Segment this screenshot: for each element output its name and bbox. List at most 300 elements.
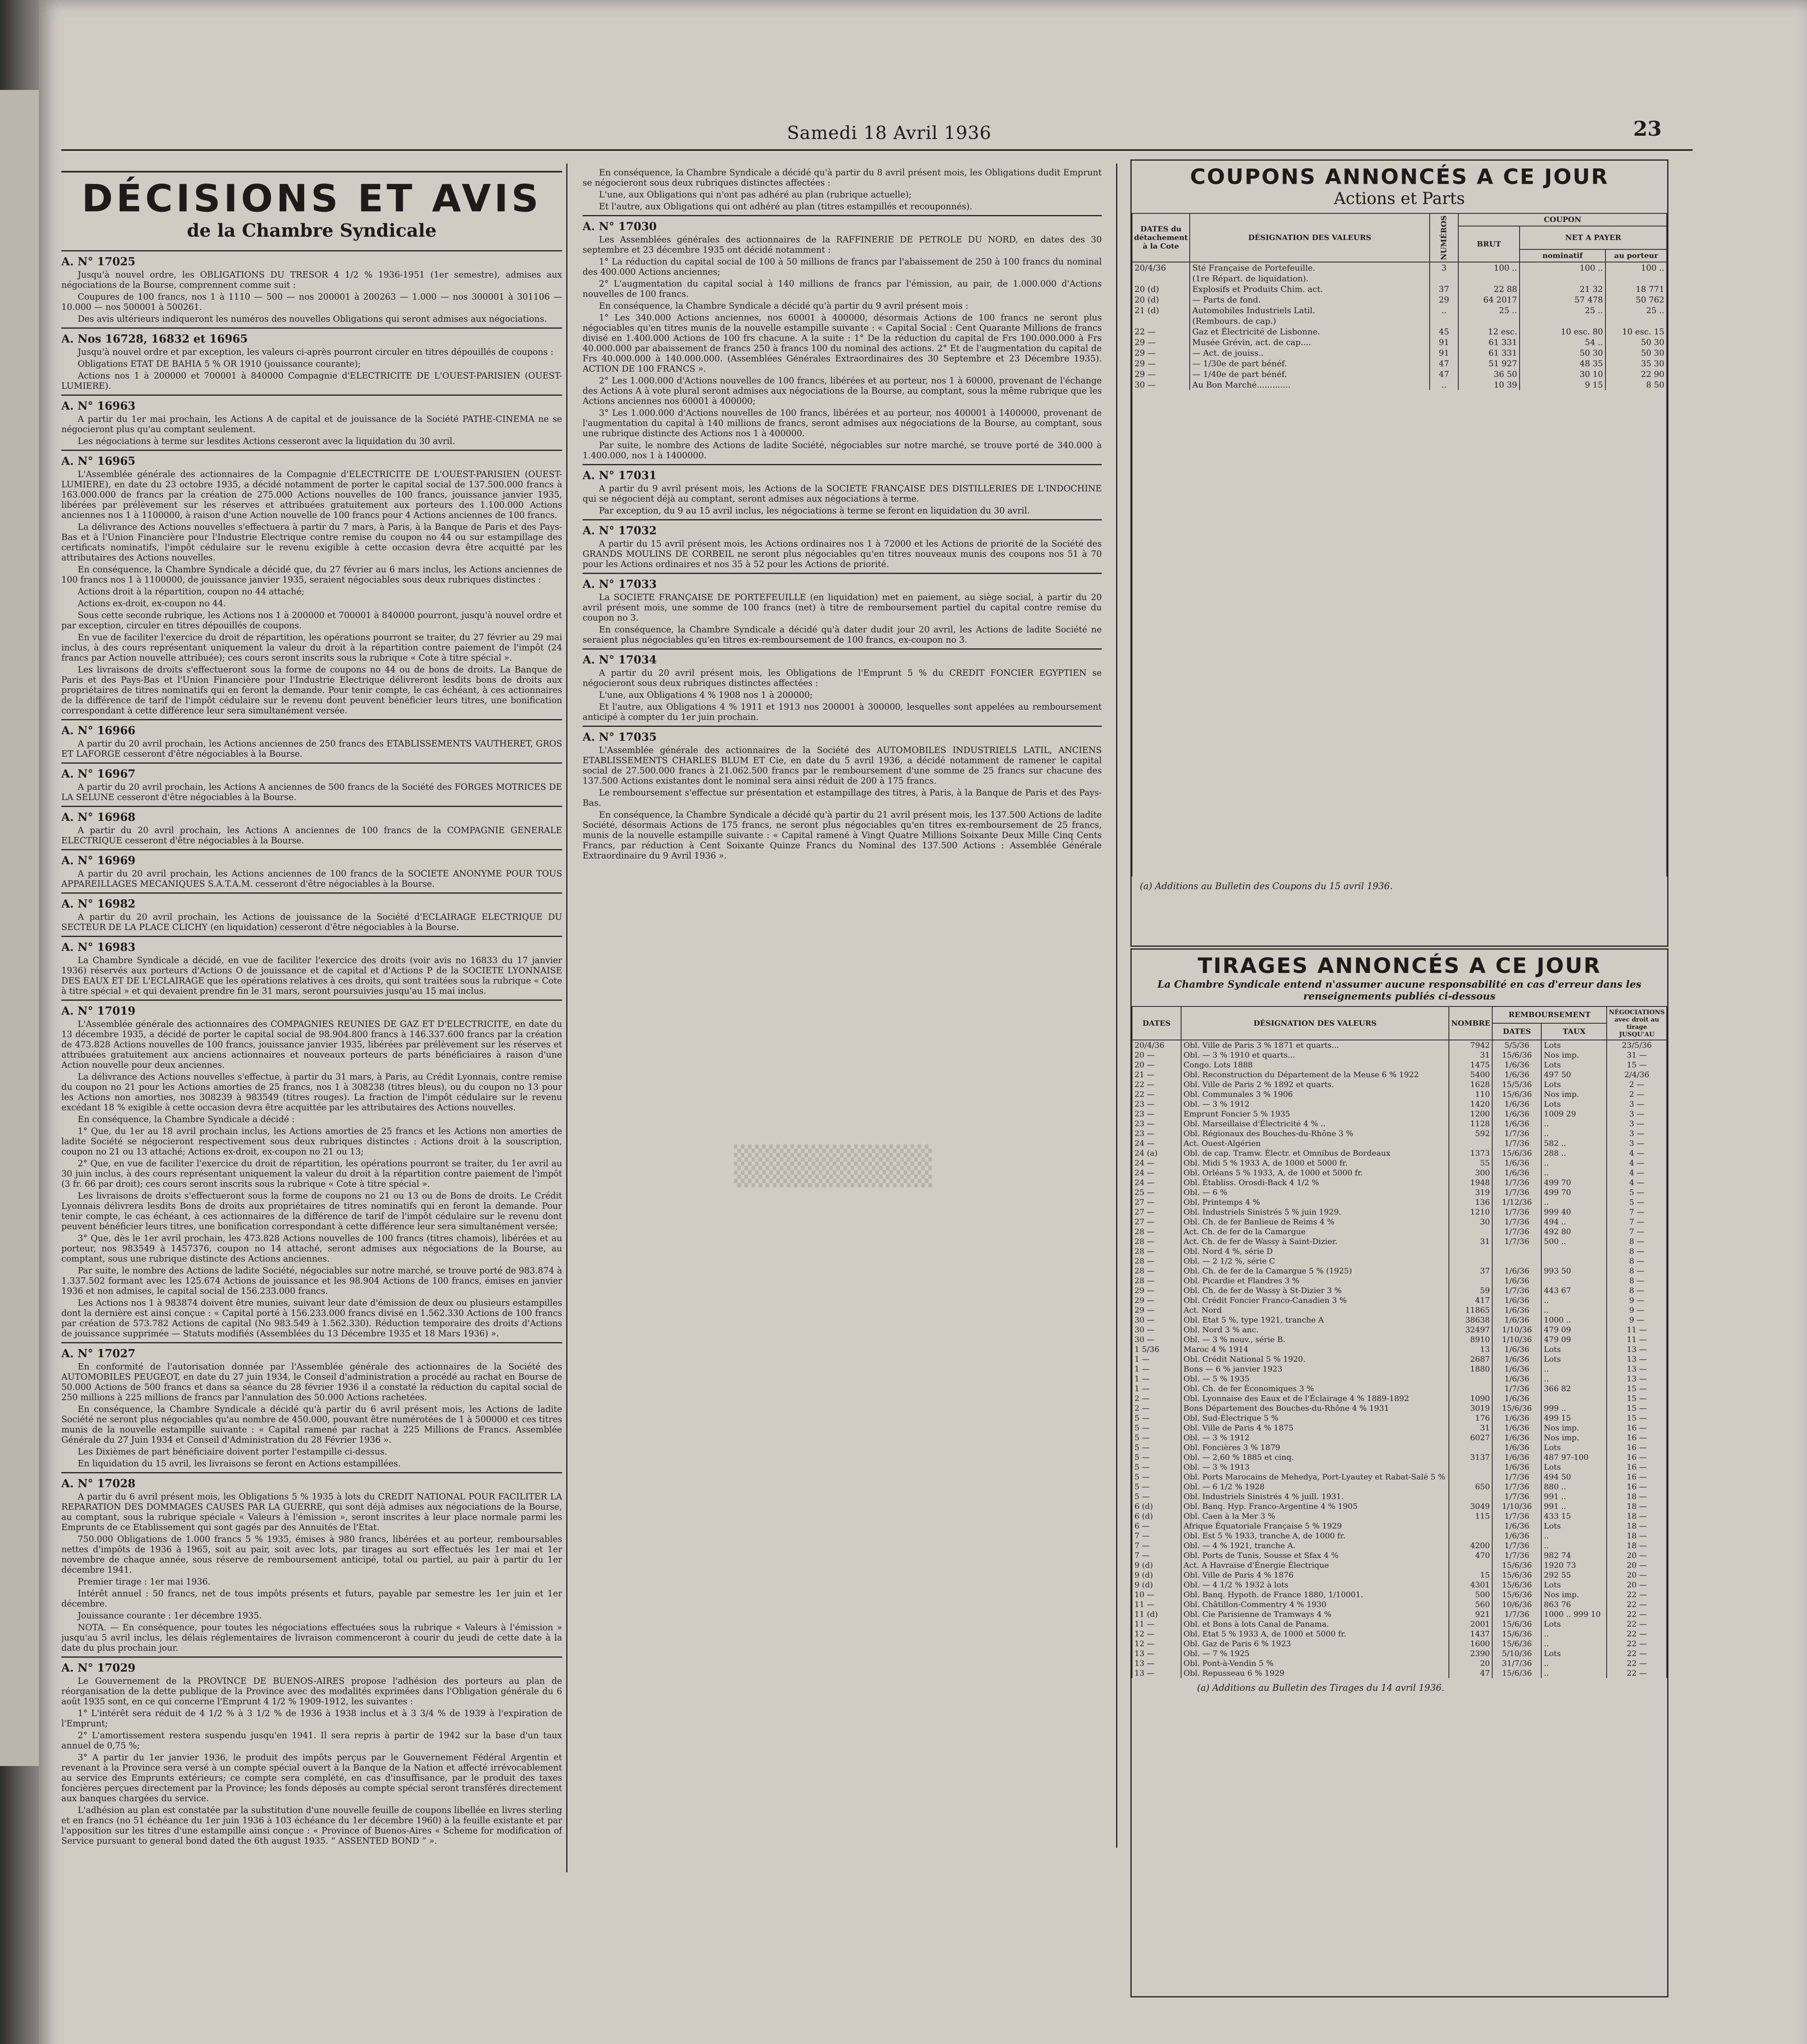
table-row: [1132, 262, 1667, 273]
decision-number: A. N° 17034: [583, 654, 657, 666]
decision-paragraph: En liquidation du 15 avril, les livraisons se feront en Actions estampillées.: [78, 1459, 401, 1468]
table-cell: Obl. — 3 % 1913: [1181, 1462, 1449, 1472]
table-cell: Obl. Pont-à-Vendin 5 %: [1181, 1659, 1449, 1668]
table-cell: 15/6/36: [1492, 1050, 1541, 1060]
table-cell: 4 —: [1607, 1148, 1667, 1158]
table-row: [1132, 1139, 1667, 1148]
table-cell: 863 76: [1541, 1600, 1607, 1609]
table-cell: 13 —: [1607, 1354, 1667, 1364]
table-cell: [1449, 1374, 1492, 1384]
table-row: [1132, 1433, 1667, 1443]
decision-paragraph: En conséquence, la Chambre Syndicale a décidé qu'à partir du 9 avril présent mois :: [599, 301, 969, 311]
table-cell: Obl. Communales 3 % 1906: [1181, 1089, 1449, 1099]
table-cell: ..: [1541, 1119, 1607, 1129]
table-cell: Nos imp.: [1541, 1590, 1607, 1600]
table-cell: 8 —: [1607, 1256, 1667, 1266]
table-cell: 3 —: [1607, 1109, 1667, 1119]
table-cell: 18 —: [1607, 1521, 1667, 1531]
decision-paragraph: Actions droit à la répartition, coupon no 44 attaché;: [78, 587, 305, 596]
table-cell: 5/5/36: [1492, 1040, 1541, 1050]
table-cell: [1492, 1256, 1541, 1266]
table-cell: 3 —: [1607, 1119, 1667, 1129]
decision-paragraph: 3° Que, dès le 1er avril prochain, les 473.828 Actions nouvelles de 100 francs (titres chamois), libérées et au porteur, nos 983549 à 1457376, coupon no 14 attaché, seront admises aux négociations de la Bourse, au comptant, sous une rubrique distincte des Actions anciennes.: [61, 1233, 562, 1264]
table-cell: Obl. Châtillon-Commentry 4 % 1930: [1181, 1600, 1449, 1609]
table-cell: Obl. Industriels Sinistrés 4 % juill. 1931.: [1181, 1492, 1449, 1502]
table-cell: Obl. — 6 1/2 % 1928: [1181, 1482, 1449, 1492]
table-row: [1132, 1207, 1667, 1217]
table-row: [1132, 1492, 1667, 1502]
table-row: [1132, 1551, 1667, 1560]
table-cell: 28 —: [1132, 1276, 1181, 1286]
table-row: [1132, 1188, 1667, 1197]
table-cell: 20/4/36: [1132, 262, 1190, 273]
coupons-col-numeros: NUMÉROS: [1430, 213, 1458, 262]
table-cell: ..: [1541, 1531, 1607, 1541]
tirages-table: [1132, 1006, 1667, 1678]
table-cell: Au Bon Marché.............: [1190, 379, 1430, 390]
table-row: [1132, 1472, 1667, 1482]
table-cell: 3137: [1449, 1452, 1492, 1462]
table-cell: 592: [1449, 1129, 1492, 1139]
table-cell: [1449, 1256, 1492, 1266]
table-row: [1132, 1158, 1667, 1168]
table-cell: ..: [1541, 1629, 1607, 1639]
decision-paragraph: 1° La réduction du capital social de 100 à 50 millions de francs par l'abaissement de 250 à 100 francs du nominal des 400.000 Actions anciennes;: [583, 257, 1102, 277]
table-cell: Gaz et Électricité de Lisbonne.: [1190, 326, 1430, 337]
table-cell: 8 —: [1607, 1286, 1667, 1295]
table-cell: 24 —: [1132, 1158, 1181, 1168]
table-cell: 500 ..: [1541, 1237, 1607, 1246]
decision-paragraph: En conséquence, la Chambre Syndicale a décidé qu'à partir du 6 avril présent mois, les Actions de ladite Société ne seront plus négociables qu'au nombre de 450.000, pouvant être numérotées de 1 à 500000 et ces titres munis de la nouvelle estampille suivante : « Capital ramené par rachat à 225 Millions de Francs. Assemblée Générale du 27 Juin 1934 et Conseil d'Administration du 28 Février 1936 ».: [61, 1404, 562, 1445]
decision-paragraph: En conséquence, la Chambre Syndicale a décidé qu'à partir du 21 avril présent mois, les 137.500 Actions de ladite Société, désormais Actions de 175 francs, ne seront plus négociables qu'en titres ex-remboursement de 25 francs, munis de la nouvelle estampille suivante : « Capital ramené à Vingt Quatre Millions Soixante Deux Mille Cinq Cents Francs, par réduction à Cent Soixante Quinze Francs du Nominal des 137.500 Actions : Assemblée Générale Extraordinaire du 9 Avril 1936 ».: [583, 810, 1102, 861]
tirages-title: TIRAGES ANNONCÉS A CE JOUR: [1197, 954, 1601, 978]
table-cell: 11 —: [1132, 1600, 1181, 1609]
table-cell: ..: [1541, 1639, 1607, 1649]
decision-paragraph: A partir du 20 avril prochain, les Actions A anciennes de 500 francs de la Société des FORGES MOTRICES DE LA SELUNE cesseront d'être négociables à la Bourse.: [61, 782, 562, 802]
table-cell: Obl. Nord 3 % anc.: [1181, 1325, 1449, 1335]
table-cell: 1/6/36: [1492, 1374, 1541, 1384]
table-cell: 29 —: [1132, 337, 1190, 347]
table-row: [1132, 1109, 1667, 1119]
table-cell: 5 —: [1132, 1413, 1181, 1423]
decision-number: A. N° 17027: [61, 1347, 136, 1360]
table-row: [1132, 1246, 1667, 1256]
table-row: [1132, 1619, 1667, 1629]
table-cell: 5 —: [1132, 1452, 1181, 1462]
decision-item: [61, 1656, 562, 1846]
table-cell: 29 —: [1132, 1305, 1181, 1315]
table-cell: 22 —: [1607, 1600, 1667, 1609]
table-cell: 5 —: [1132, 1492, 1181, 1502]
table-cell: 1/7/36: [1492, 1551, 1541, 1560]
table-cell: 1/6/36: [1492, 1266, 1541, 1276]
table-cell: 982 74: [1541, 1551, 1607, 1560]
table-cell: Lots: [1541, 1443, 1607, 1452]
table-row: [1132, 294, 1667, 305]
table-cell: 24 —: [1132, 1178, 1181, 1188]
table-row: [1132, 1227, 1667, 1237]
table-cell: 22 —: [1607, 1629, 1667, 1639]
table-cell: 1/6/36: [1492, 1305, 1541, 1315]
table-cell: Obl. Printemps 4 %: [1181, 1197, 1449, 1207]
tirages-col-nombre: NOMBRE: [1449, 1006, 1492, 1040]
table-cell: Obl. — 6 %: [1181, 1188, 1449, 1197]
decision-paragraph: La délivrance des Actions nouvelles s'effectuera à partir du 7 mars, à Paris, à la Banque de Paris et des Pays-Bas et à l'Union Financière pour l'Industrie Electrique contre remise du coupon no 44 ou sur estampillage des certificats nominatifs, l'impôt cédulaire sur le revenu exigible à cette occasion devra être acquitté par les attributaires des Actions nouvelles.: [61, 522, 562, 563]
table-row: [1132, 337, 1667, 347]
table-cell: 61 331: [1458, 347, 1520, 358]
decision-paragraph: Les Actions nos 1 à 983874 doivent être munies, suivant leur date d'émission de deux ou plusieurs estampilles dont la dernière est ainsi conçue : « Capital porté à 156.233.000 francs divisé en 1.562.330 Actions de 100 francs par création de 573.782 Actions de capital (No 983.549 à 1.562.330). Réduction temporaire des droits d'Actions de jouissance supprimée — Statuts modifiés (Assemblées du 13 Décembre 1935 et 18 Mars 1936) ».: [61, 1298, 562, 1338]
table-cell: 15/5/36: [1492, 1080, 1541, 1089]
table-cell: 9 (d): [1132, 1570, 1181, 1580]
table-cell: Obl. Crédit National 5 % 1920.: [1181, 1354, 1449, 1364]
table-cell: 50 30: [1605, 347, 1667, 358]
decision-paragraph: Des avis ultérieurs indiqueront les numéros des nouvelles Obligations qui seront admises aux négociations.: [78, 314, 547, 324]
coupons-col-dates: DATES du détachement à la Cote: [1132, 213, 1190, 262]
table-cell: 1210: [1449, 1207, 1492, 1217]
decision-separator: [61, 250, 562, 251]
table-cell: 7 —: [1132, 1551, 1181, 1560]
table-cell: 1/7/36: [1492, 1541, 1541, 1551]
table-cell: 1/6/36: [1492, 1276, 1541, 1286]
decisions-subtitle: de la Chambre Syndicale: [187, 220, 437, 241]
table-cell: 5 —: [1132, 1423, 1181, 1433]
table-cell: 28 —: [1132, 1266, 1181, 1276]
table-cell: 22 —: [1607, 1639, 1667, 1649]
decision-paragraph: L'une, aux Obligations qui n'ont pas adhéré au plan (rubrique actuelle);: [599, 190, 912, 199]
decision-paragraph: Le remboursement s'effectue sur présentation et estampillage des titres, à Paris, à la Banque de Paris et des Pays-Bas.: [583, 788, 1102, 808]
table-cell: 1009 29: [1541, 1109, 1607, 1119]
table-cell: 23 —: [1132, 1129, 1181, 1139]
table-cell: Automobiles Industriels Latil.: [1190, 305, 1430, 316]
table-cell: 32497: [1449, 1325, 1492, 1335]
table-cell: ..: [1541, 1659, 1607, 1668]
table-cell: 2/4/36: [1607, 1070, 1667, 1080]
table-cell: 1000 ..: [1541, 1315, 1607, 1325]
decision-separator: [583, 726, 1102, 727]
table-cell: 1/6/36: [1492, 1060, 1541, 1070]
table-cell: 1/6/36: [1492, 1158, 1541, 1168]
table-cell: 1/7/36: [1492, 1188, 1541, 1197]
table-cell: Obl. Cie Parisienne de Tramways 4 %: [1181, 1609, 1449, 1619]
table-cell: 1628: [1449, 1080, 1492, 1089]
decision-number: A. N° 17029: [61, 1662, 136, 1674]
table-cell: 6 (d): [1132, 1511, 1181, 1521]
table-cell: 5 —: [1132, 1482, 1181, 1492]
table-cell: 16 —: [1607, 1433, 1667, 1443]
table-cell: 1/6/36: [1492, 1315, 1541, 1325]
table-cell: 487 97-100: [1541, 1452, 1607, 1462]
decision-paragraph: A partir du 20 avril prochain, les Actions anciennes de 100 francs de la SOCIETE ANONYME POUR TOUS APPAREILLAGES MECANIQUES S.A.T.A.M. cesseront d'être négociables à la Bourse.: [61, 869, 562, 889]
decision-number: A. N° 17033: [583, 578, 657, 591]
table-cell: Obl. — 7 % 1925: [1181, 1649, 1449, 1659]
table-cell: 25 ..: [1458, 305, 1520, 316]
table-cell: Act. Ch. de fer de Wassy à Saint-Dizier.: [1181, 1237, 1449, 1246]
table-cell: 30 —: [1132, 1315, 1181, 1325]
table-cell: 29 —: [1132, 1295, 1181, 1305]
table-cell: [1430, 316, 1458, 326]
table-cell: 13 —: [1132, 1659, 1181, 1668]
decision-number: A. N° 16969: [61, 854, 136, 867]
decision-paragraph: L'Assemblée générale des actionnaires des COMPAGNIES REUNIES DE GAZ ET D'ELECTRICITE, en date du 13 décembre 1935, a décidé de porter le capital social de 98.904.800 francs à 146.337.600 francs par la création de 473.828 Actions nouvelles de 100 francs, jouissance janvier 1935, libérées par prélèvement sur les réserves et attribuées gratuitement aux anciens actionnaires et nouveaux porteurs de parts bénéficiaires à raison d'une Action nouvelle pour deux anciennes.: [61, 1019, 562, 1070]
table-cell: Obl. Ports de Tunis, Sousse et Sfax 4 %: [1181, 1551, 1449, 1560]
table-cell: 20 —: [1607, 1580, 1667, 1590]
table-cell: — 1/40e de part bénéf.: [1190, 369, 1430, 379]
decision-paragraph: 2° Les 1.000.000 d'Actions nouvelles de 100 francs, libérées et au porteur, nos 1 à 60000, provenant de l'échange des Actions A à vote plural seront admises aux négociations de la Bourse, au comptant, sous la même rubrique que les Actions anciennes nos 60001 à 400000;: [583, 376, 1102, 406]
table-row: [1132, 379, 1667, 390]
table-cell: 1/6/36: [1492, 1433, 1541, 1443]
table-cell: 91: [1430, 337, 1458, 347]
decision-separator: [61, 394, 562, 396]
decision-paragraph: A partir du 20 avril présent mois, les Obligations de l'Emprunt 5 % du CREDIT FONCIER EGYPTIEN se négocieront sous deux rubriques distinctes affectées :: [583, 668, 1102, 688]
decision-paragraph: La Chambre Syndicale a décidé, en vue de faciliter l'exercice des droits (voir avis no 16833 du 17 janvier 1936) réservés aux porteurs d'Actions O de jouissance et de capital et d'Actions P de la SOCIETE LYONNAISE DES EAUX ET DE L'ECLAIRAGE que les opérations relatives à ces droits, qui sont traitées sous la rubrique « Cote à titre spécial » et qui devaient prendre fin le 31 mars, seront poursuivies jusqu'au 15 mai inclus.: [61, 955, 562, 996]
table-cell: 21 32: [1520, 284, 1605, 294]
table-cell: 31 —: [1607, 1050, 1667, 1060]
decision-paragraph: A partir du 9 avril présent mois, les Actions de la SOCIETE FRANÇAISE DES DISTILLERIES DE L'INDOCHINE qui se négocient déjà au comptant, seront admises aux négociations à terme.: [583, 484, 1102, 504]
table-cell: 582 ..: [1541, 1139, 1607, 1148]
decision-number: A. N° 17031: [583, 469, 657, 482]
table-cell: 25 ..: [1520, 305, 1605, 316]
table-cell: 24 —: [1132, 1168, 1181, 1178]
table-cell: 11865: [1449, 1305, 1492, 1315]
table-cell: 10 esc. 15: [1605, 326, 1667, 337]
table-row: [1132, 305, 1667, 316]
table-cell: 1/7/36: [1492, 1472, 1541, 1482]
decision-paragraph: 1° Les 340.000 Actions anciennes, nos 60001 à 400000, désormais Actions de 100 francs ne seront plus négociables qu'en titres munis de la nouvelle estampille suivante : « Capital Social : Cent Quarante Millions de francs divisé en 1.400.000 Actions de 100 frs chacune. A la suite : 1° De la réduction du capital de Frs 100.000.000 à Frs 40.000.000 par abaissement de francs 250 à francs 100 du nominal des actions. 2° Et de l'augmentation du capital de Frs 40.000.000 à 140.000.000. (Assemblées Générales Extraordinaires des 30 Septembre et 23 Décembre 1935). ACTION DE 100 FRANCS ».: [583, 313, 1102, 374]
table-cell: 20/4/36: [1132, 1040, 1181, 1050]
table-cell: 8 —: [1607, 1266, 1667, 1276]
decision-item: [61, 394, 562, 446]
table-cell: — 1/30e de part bénéf.: [1190, 358, 1430, 369]
table-cell: 1/6/36: [1492, 1364, 1541, 1374]
table-cell: 1 —: [1132, 1364, 1181, 1374]
decision-item: [583, 648, 1102, 722]
decision-paragraph: Le Gouvernement de la PROVINCE DE BUENOS-AIRES propose l'adhésion des porteurs au plan de réorganisation de la dette publique de la Province avec des modalités exprimées dans l'Obligation générale du 6 août 1935 sont, en ce qui concerne l'Emprunt 4 1/2 % 1909-1912, les suivantes :: [61, 1676, 562, 1706]
decision-separator: [61, 1656, 562, 1658]
decision-paragraph: En conséquence, la Chambre Syndicale a décidé :: [78, 1114, 295, 1124]
table-cell: 921: [1449, 1609, 1492, 1619]
table-cell: 1475: [1449, 1060, 1492, 1070]
table-cell: 23 —: [1132, 1119, 1181, 1129]
table-cell: 1/6/36: [1492, 1345, 1541, 1354]
decision-separator: [583, 464, 1102, 465]
table-cell: 1/6/36: [1492, 1423, 1541, 1433]
table-cell: 18 771: [1605, 284, 1667, 294]
table-cell: 1 —: [1132, 1384, 1181, 1394]
tirages-col-dates: DATES: [1132, 1006, 1181, 1040]
table-cell: 9 —: [1607, 1295, 1667, 1305]
table-cell: 29: [1430, 294, 1458, 305]
table-cell: 9 15: [1520, 379, 1605, 390]
table-cell: 30 —: [1132, 379, 1190, 390]
table-cell: 18 —: [1607, 1541, 1667, 1551]
table-cell: 47: [1449, 1668, 1492, 1678]
table-cell: 1880: [1449, 1364, 1492, 1374]
table-row: [1132, 284, 1667, 294]
table-cell: 15 —: [1607, 1394, 1667, 1403]
table-cell: 50 30: [1605, 337, 1667, 347]
table-cell: 22 —: [1132, 1089, 1181, 1099]
table-cell: Explosifs et Produits Chim. act.: [1190, 284, 1430, 294]
table-cell: Nos imp.: [1541, 1433, 1607, 1443]
decision-number: A. N° 16963: [61, 400, 136, 412]
table-cell: [1449, 1521, 1492, 1531]
table-cell: 115: [1449, 1511, 1492, 1521]
decision-item: [61, 450, 562, 716]
table-cell: 30 10: [1520, 369, 1605, 379]
table-cell: 110: [1449, 1089, 1492, 1099]
table-cell: 1200: [1449, 1109, 1492, 1119]
table-cell: ..: [1541, 1158, 1607, 1168]
table-cell: 22 —: [1132, 1080, 1181, 1089]
table-cell: 4200: [1449, 1541, 1492, 1551]
table-cell: 18 —: [1607, 1492, 1667, 1502]
decision-separator: [61, 936, 562, 937]
table-cell: [1449, 1492, 1492, 1502]
table-cell: Sté Française de Portefeuille.: [1190, 262, 1430, 273]
table-cell: 991 ..: [1541, 1492, 1607, 1502]
table-row: [1132, 1668, 1667, 1678]
table-row: [1132, 1080, 1667, 1089]
decision-paragraph: A partir du 20 avril prochain, les Actions anciennes de 250 francs des ETABLISSEMENTS VAUTHERET, GROS ET LAFORGE cesseront d'être négociables à la Bourse.: [61, 739, 562, 759]
table-cell: 9 —: [1607, 1315, 1667, 1325]
table-cell: 1600: [1449, 1639, 1492, 1649]
decision-item: [583, 573, 1102, 645]
table-cell: ..: [1430, 305, 1458, 316]
table-cell: 1 —: [1132, 1354, 1181, 1364]
table-cell: 37: [1449, 1266, 1492, 1276]
decision-number: A. N° 17030: [583, 220, 657, 233]
table-cell: [1449, 1560, 1492, 1570]
table-cell: 1/7/36: [1492, 1139, 1541, 1148]
table-cell: 57 478: [1520, 294, 1605, 305]
table-cell: 1420: [1449, 1099, 1492, 1109]
table-cell: 27 —: [1132, 1197, 1181, 1207]
decision-item: [61, 849, 562, 889]
table-cell: 1373: [1449, 1148, 1492, 1158]
table-cell: 319: [1449, 1188, 1492, 1197]
table-cell: Lots: [1541, 1040, 1607, 1050]
decision-paragraph: Obligations ETAT DE BAHIA 5 % OR 1910 (jouissance courante);: [78, 359, 361, 369]
table-cell: [1449, 1531, 1492, 1541]
table-cell: 560: [1449, 1600, 1492, 1609]
decision-separator: [61, 806, 562, 807]
table-cell: Obl. Nord 4 %, série D: [1181, 1246, 1449, 1256]
decision-paragraph: 1° L'intérêt sera réduit de 4 1/2 % à 3 1/2 % de 1936 à 1938 inclus et à 3 3/4 % de 1939 à l'expiration de l'Emprunt;: [61, 1708, 562, 1728]
decision-paragraph: L'une, aux Obligations 4 % 1908 nos 1 à 200000;: [599, 690, 813, 700]
table-cell: Obl. Crédit Foncier Franco-Canadien 3 %: [1181, 1295, 1449, 1305]
decisions-list: [61, 250, 562, 1846]
table-cell: 1/6/36: [1492, 1521, 1541, 1531]
table-cell: 30: [1449, 1217, 1492, 1227]
table-cell: [1449, 1227, 1492, 1237]
table-cell: 3049: [1449, 1502, 1492, 1511]
table-cell: 1/6/36: [1492, 1354, 1541, 1364]
table-cell: 500: [1449, 1590, 1492, 1600]
table-cell: Obl. et Bons à lots Canal de Panama.: [1181, 1619, 1449, 1629]
table-cell: Lots: [1541, 1521, 1607, 1531]
table-cell: 1/7/36: [1492, 1227, 1541, 1237]
table-cell: [1449, 1384, 1492, 1394]
decisions-title: DÉCISIONS ET AVIS: [81, 177, 542, 220]
table-cell: 13 —: [1607, 1345, 1667, 1354]
table-cell: [1430, 273, 1458, 284]
table-cell: (Rembours. de cap.): [1190, 316, 1430, 326]
decision-item: [61, 1000, 562, 1339]
table-cell: Obl. Industriels Sinistrés 5 % juin 1929.: [1181, 1207, 1449, 1217]
table-cell: 54 ..: [1520, 337, 1605, 347]
table-cell: 15/6/36: [1492, 1590, 1541, 1600]
decision-paragraph: En conséquence, la Chambre Syndicale a décidé que, du 27 février au 6 mars inclus, les Actions anciennes de 100 francs nos 1 à 1100000, de jouissance janvier 1935, seraient négociables sous deux rubriques distinctes :: [61, 565, 562, 585]
table-cell: [1541, 1276, 1607, 1286]
table-cell: 8 —: [1607, 1246, 1667, 1256]
table-cell: 1128: [1449, 1119, 1492, 1129]
table-cell: [1541, 1394, 1607, 1403]
table-cell: 31: [1449, 1050, 1492, 1060]
table-cell: 24 (a): [1132, 1148, 1181, 1158]
table-cell: 31: [1449, 1237, 1492, 1246]
table-cell: 10/6/36: [1492, 1600, 1541, 1609]
table-row: [1132, 1256, 1667, 1266]
decision-separator: [61, 719, 562, 720]
table-cell: 15/6/36: [1492, 1560, 1541, 1570]
decision-paragraph: 2° Que, en vue de faciliter l'exercice du droit de répartition, les opérations pourront se traiter, du 1er avril au 30 juin inclus, à des cours représentant uniquement la valeur du droit à la répartition contre paiement de l'impôt (3 fr. 66 par droit); ces cours seront inscrits sous la rubrique « Cote à titre spécial ».: [61, 1159, 562, 1189]
table-cell: 288 ..: [1541, 1148, 1607, 1158]
table-cell: Act. Ouest-Algérien: [1181, 1139, 1449, 1148]
table-cell: 25 —: [1132, 1188, 1181, 1197]
table-cell: 15/6/36: [1492, 1403, 1541, 1413]
table-cell: 29 —: [1132, 369, 1190, 379]
table-cell: Obl. Ch. de fer de la Camargue 5 % (1925): [1181, 1266, 1449, 1276]
table-cell: 20 —: [1607, 1560, 1667, 1570]
decision-paragraph: 2° L'amortissement restera suspendu jusqu'en 1941. Il sera repris à partir de 1942 sur la base d'un taux annuel de 0,75 %;: [61, 1730, 562, 1750]
table-cell: 38638: [1449, 1315, 1492, 1325]
decision-item: [583, 464, 1102, 516]
decision-item: [61, 762, 562, 802]
table-row: [1132, 1217, 1667, 1227]
decision-paragraph: L'Assemblée générale des actionnaires de la Compagnie d'ELECTRICITE DE L'OUEST-PARISIEN (OUEST-LUMIERE), en date du 23 octobre 1935, a décidé notamment de porter le capital social de 137.500.000 francs à 163.000.000 de francs par la création de 275.000 Actions nouvelles de 100 francs, jouissance janvier 1935, libérées par prélèvement sur les réserves et attribuées gratuitement aux porteurs des 1.100.000 Actions anciennes nos 1 à 1100000, à raison d'une Action nouvelle de 100 francs pour 4 Actions anciennes de 100 francs.: [61, 469, 562, 520]
table-cell: Bons — 6 % janvier 1923: [1181, 1364, 1449, 1374]
table-row: [1132, 1413, 1667, 1423]
table-row: [1132, 1276, 1667, 1286]
header-rule: [61, 149, 1693, 151]
table-cell: [1520, 273, 1605, 284]
table-cell: 16 —: [1607, 1472, 1667, 1482]
table-row: [1132, 1462, 1667, 1472]
table-cell: 12 esc.: [1458, 326, 1520, 337]
table-cell: 993 50: [1541, 1266, 1607, 1276]
table-cell: [1458, 316, 1520, 326]
table-cell: 5 —: [1607, 1197, 1667, 1207]
page-number: 23: [1633, 117, 1662, 141]
table-cell: 1/6/36: [1492, 1452, 1541, 1462]
table-row: [1132, 1600, 1667, 1609]
decision-number: A. N° 16967: [61, 768, 136, 780]
table-cell: Obl. de cap. Tramw. Électr. et Omnibus de Bordeaux: [1181, 1148, 1449, 1158]
table-cell: 1/7/36: [1492, 1286, 1541, 1295]
decision-paragraph: NOTA. — En conséquence, pour toutes les négociations effectuées sous la rubrique « Valeurs à l'émission » jusqu'au 5 avril inclus, les délais réglementaires de livraison commenceront à courir du jeudi de cette date à la date du plus prochain jour.: [61, 1623, 562, 1653]
table-cell: 479 09: [1541, 1335, 1607, 1345]
table-cell: 7 —: [1607, 1217, 1667, 1227]
table-row: [1132, 1129, 1667, 1139]
table-cell: Obl. — 3 % 1910 et quarts...: [1181, 1050, 1449, 1060]
decision-separator: [61, 849, 562, 850]
table-cell: ..: [1541, 1197, 1607, 1207]
table-row: [1132, 1590, 1667, 1600]
table-cell: Obl. — 5 % 1935: [1181, 1374, 1449, 1384]
table-cell: 15 —: [1607, 1384, 1667, 1394]
table-cell: [1520, 316, 1605, 326]
table-row: [1132, 1541, 1667, 1551]
